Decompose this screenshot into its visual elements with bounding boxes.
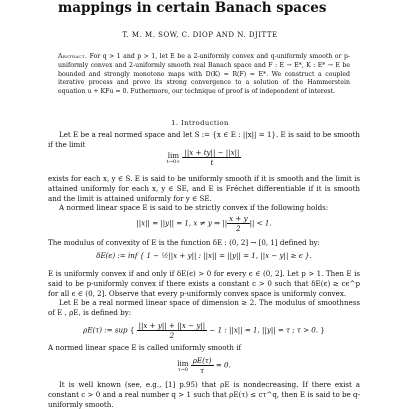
section-heading: 1. Introduction [171, 119, 229, 127]
fraction-denominator: τ [200, 366, 205, 375]
eq2-right: < 1. [256, 218, 272, 228]
paragraph-uniformly-smooth: exists for each x, y ∈ S. E is said to be uniformly smooth if it is smooth and the limit is attained uniformly for each x, y ∈ SE, and E is Fréchet differentiable if it is smooth and the limit is attained uniformly for y ∈ SE. [48, 174, 360, 203]
eq5-right: = 0. [215, 360, 231, 370]
paragraph-q-uniformly-smooth: It is well known (see, e.g., [1] p.95) that ρE is nondecreasing. If there exist a constant c > 0 and a real number q > 1 such that ρE(τ) ≤ cτ^q, then E is said to be q-uniformly smooth. [48, 380, 360, 409]
paragraph-uniformly-smooth-def: A normed linear space E is called uniformly smooth if [48, 343, 242, 352]
paragraph-smooth: Let E be a real normed space and let S := {x ∈ E : ||x|| = 1}. E is said to be smooth if the limit [48, 130, 360, 149]
fraction-denominator: 2 [169, 331, 175, 340]
fraction-numerator: x + y [229, 214, 248, 223]
fraction-numerator: ||x + ty|| − ||x|| [184, 148, 240, 157]
paper-title: mappings in certain Banach spaces [58, 0, 327, 16]
fraction-numerator: ||x + y|| + ||x − y|| [138, 321, 206, 330]
paragraph-strictly-convex: A normed linear space E is said to be strictly convex if the following holds: [59, 203, 329, 212]
eq4-left: ρE(τ) := sup [83, 325, 128, 335]
paragraph-uniformly-convex: E is uniformly convex if and only if δE(ϵ) > 0 for every ϵ ∈ (0, 2]. Let p > 1. Then E is said to be p-uniformly convex if there exists a constant c > 0 such that δE(ϵ) ≥ cϵ^p for all ϵ ∈ (0, 2]. Observe that every p-uniformly convex space is uniformly convex. [48, 269, 360, 298]
equation-modulus-convexity: δE(ϵ) := inf { 1 − ½||x + y|| : ||x|| = ||y|| = 1, ||x − y|| ≥ ϵ }. [96, 251, 312, 260]
lim-text: lim [167, 150, 180, 160]
fraction [182, 148, 241, 167]
paragraph-modulus-convexity: The modulus of convexity of E is the function δE : (0, 2] → [0, 1] defined by: [48, 238, 320, 247]
fraction-numerator: ρE(τ) [192, 356, 212, 365]
eq2-left: ||x|| = ||y|| = 1, x ≠ y ⇒ [136, 218, 221, 228]
title-clip [0, 0, 400, 20]
equation-modulus-smoothness: ρE(τ) := sup { $\frac{||x + y|| + ||x - y||}{2}$ − 1 : ||x|| = 1, ||y|| = τ ; τ > 0. } [83, 321, 325, 340]
authors: T. M. M. SOW, C. DIOP AND N. DJITTE [122, 31, 278, 39]
lim-operator [177, 359, 188, 373]
paragraph-modulus-smoothness: Let E be a real normed linear space of dimension ≥ 2. The modulus of smoothness of E , ρE, is defined by: [48, 298, 360, 317]
lim-subscript: τ→0 [177, 366, 188, 373]
abstract-label: Abstract. [58, 53, 88, 60]
equation-strict-convexity: ||x|| = ||y|| = 1, x ≠ y ⇒ || $\frac{x + y}{2}$ || < 1. [136, 214, 272, 233]
lim-text: lim [177, 358, 189, 368]
fraction [137, 321, 208, 340]
abstract-text: For q > 1 and p > 1, let E be a 2-uniformly convex and q-uniformly smooth or p- uniformly convex and 2-uniformly smooth real Banach space and F : E → E*, K : E* → E be bounded and strongly monotone maps with D(K) = R(F) = E*. We construct a coupled iterative process and prove its strong convergence to a solution of the Hammerstein equation u + KFu = 0. Futhermore, our technique of proof is of independent of interest. [58, 53, 350, 96]
fraction [227, 214, 249, 233]
fraction-denominator: t [210, 158, 214, 167]
eq4-right: − 1 : ||x|| = 1, ||y|| = τ ; τ > 0. [209, 325, 319, 335]
equation-limit-smooth [48, 148, 360, 167]
abstract [58, 53, 350, 97]
fraction-denominator: 2 [236, 224, 241, 233]
equation-limit-rho [48, 356, 360, 375]
lim-subscript: t→0+ [166, 158, 181, 165]
fraction [191, 356, 214, 375]
lim-operator [167, 151, 181, 165]
